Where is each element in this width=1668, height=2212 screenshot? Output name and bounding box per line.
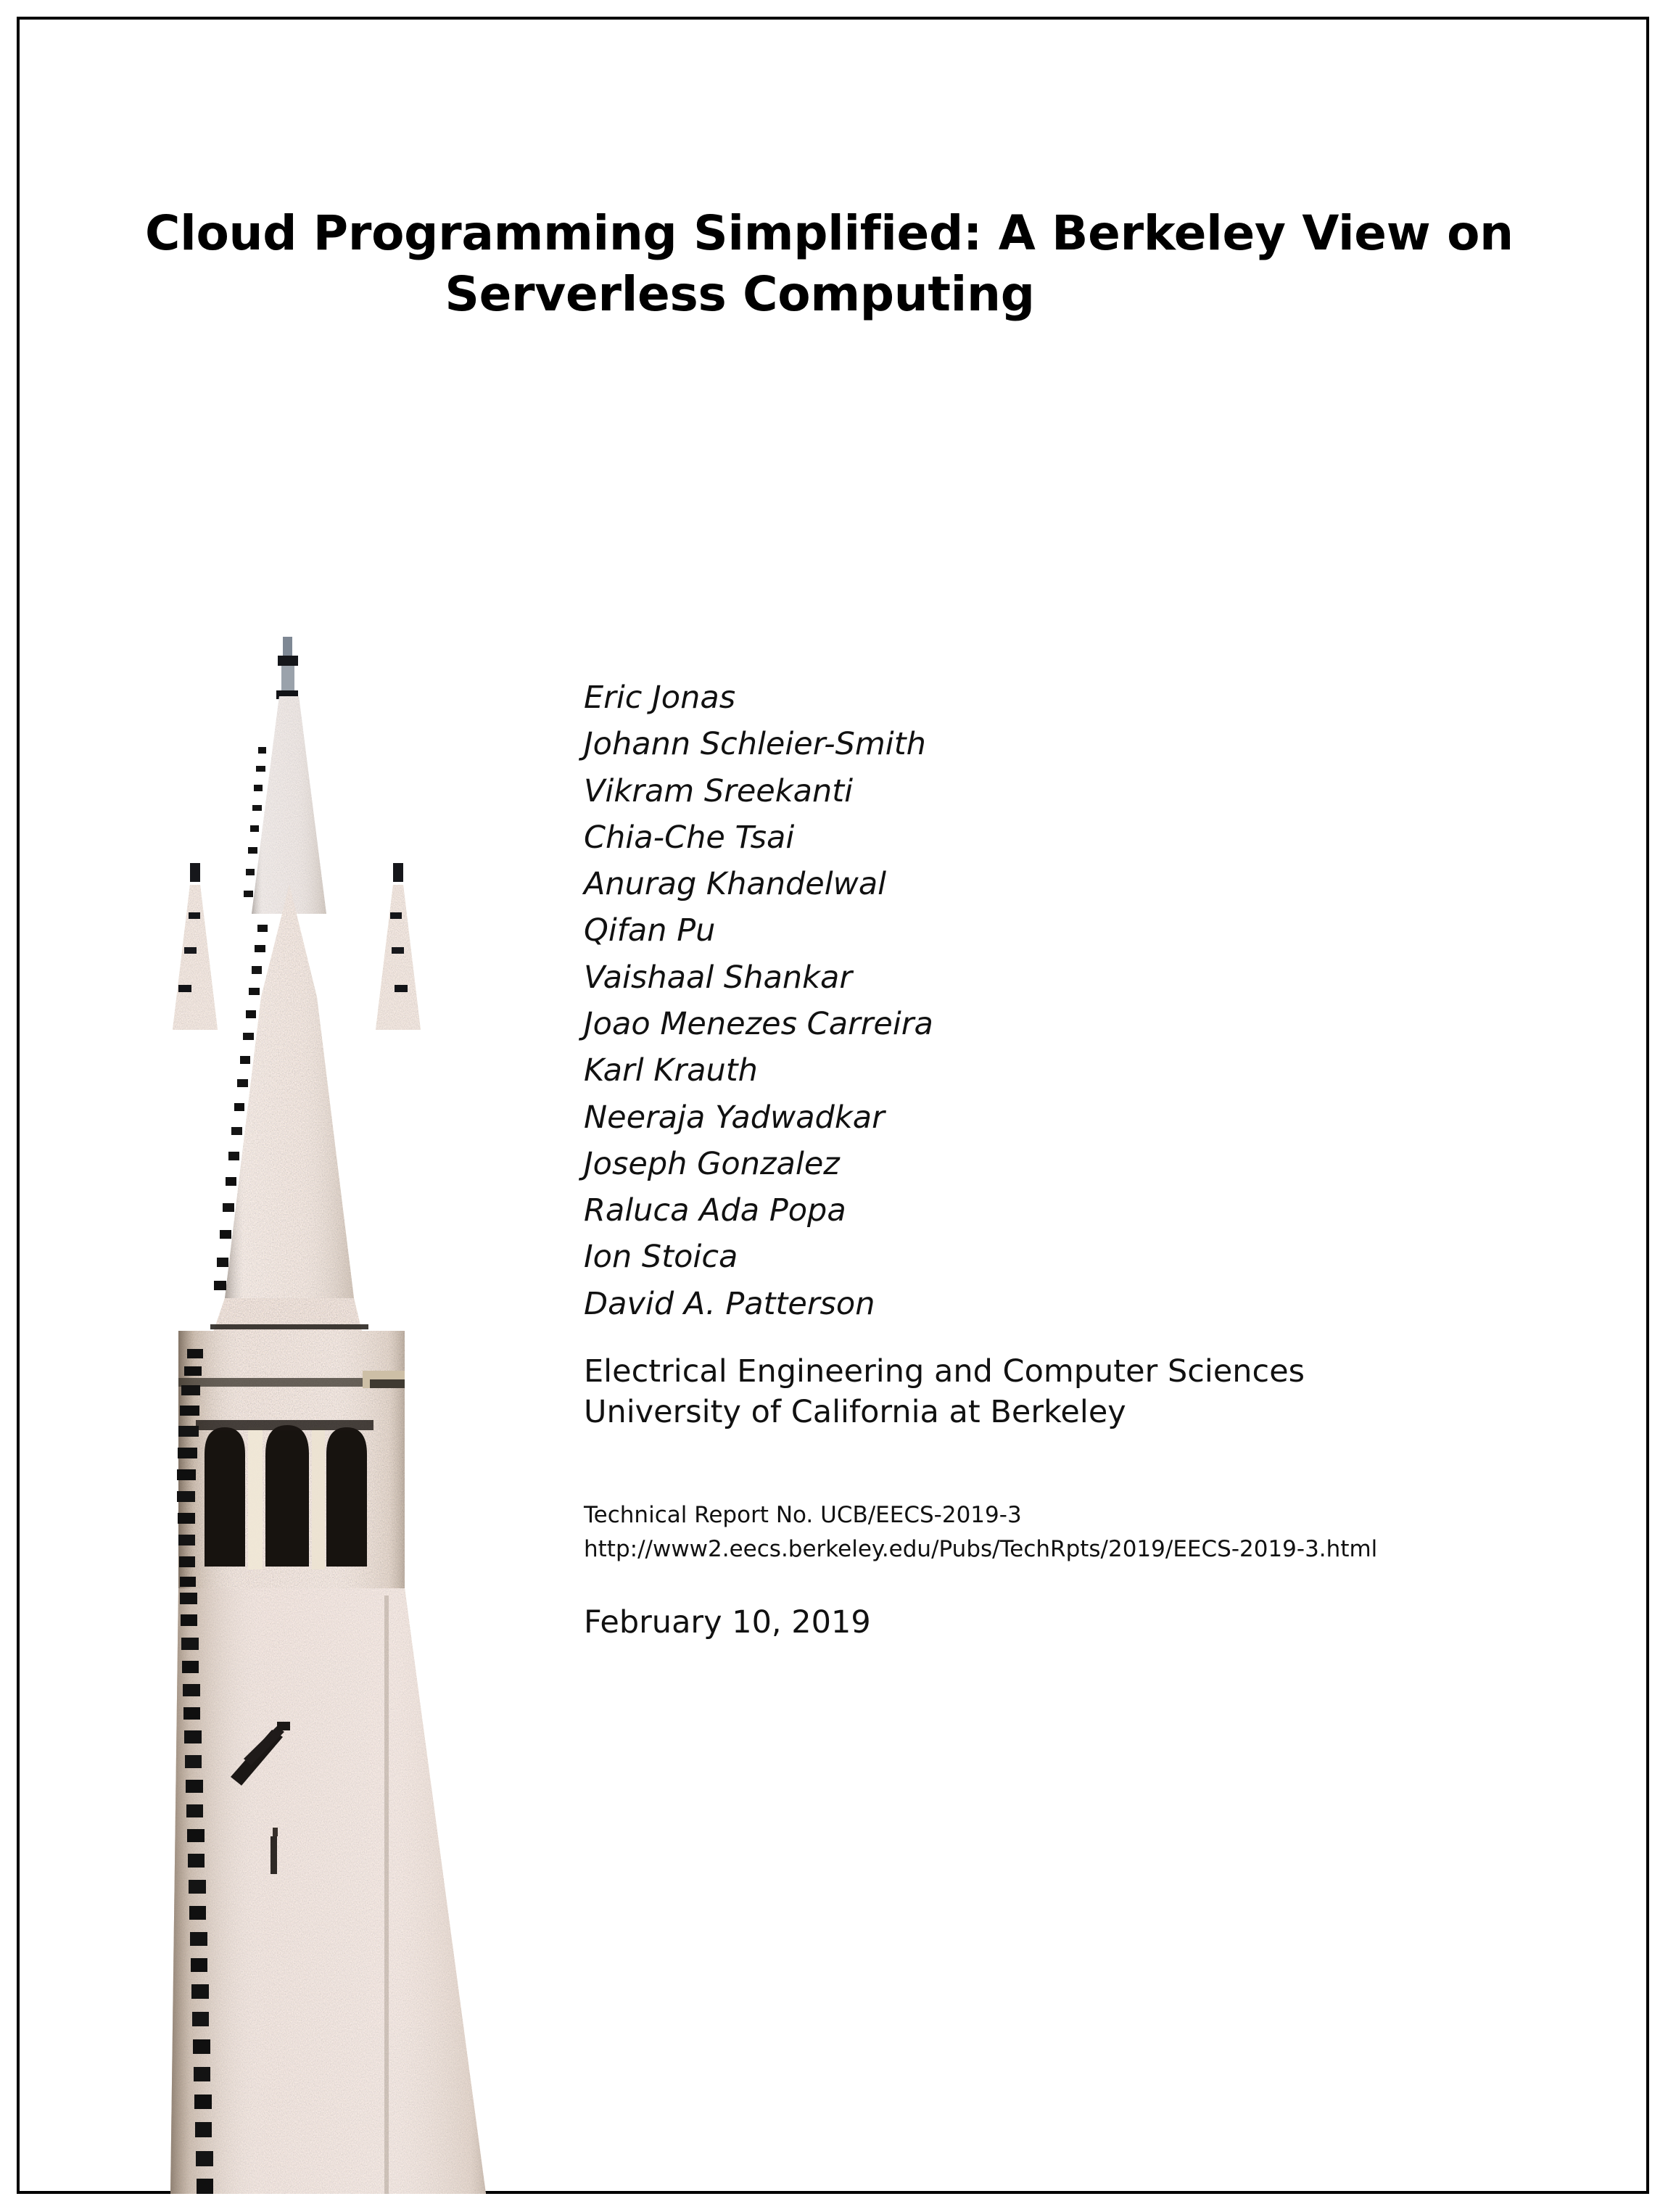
title-line-1: Cloud Programming Simplified: A Berkeley View on — [145, 205, 1514, 261]
author-name: Chia-Che Tsai — [584, 819, 795, 856]
author-name: Raluca Ada Popa — [584, 1192, 846, 1229]
title-line-2: Serverless Computing — [445, 266, 1035, 323]
affiliation-department: Electrical Engineering and Computer Sciences — [584, 1353, 1305, 1390]
tower-belfry-openings — [205, 1425, 367, 1567]
cover-text-column — [584, 674, 1556, 1642]
tower-spire-cone — [218, 881, 363, 1305]
tower-shaft — [167, 1585, 493, 2194]
affiliation-university: University of California at Berkeley — [584, 1393, 1126, 1430]
author-name: Vaishaal Shankar — [584, 959, 853, 996]
author-name: Qifan Pu — [584, 912, 716, 949]
author-name: Karl Krauth — [584, 1052, 758, 1089]
author-list — [584, 674, 1556, 1327]
report-number: Technical Report No. UCB/EECS-2019-3 — [584, 1501, 1022, 1528]
publication-date: February 10, 2019 — [584, 1604, 871, 1641]
author-name: Johann Schleier-Smith — [584, 726, 926, 763]
page-title — [145, 203, 1514, 326]
tower-belfry — [178, 1331, 408, 1592]
tower-cornice-line — [210, 1324, 368, 1329]
author-name: Eric Jonas — [584, 680, 736, 716]
author-name: Joao Menezes Carreira — [584, 1005, 933, 1042]
tower-left-pinnacle — [167, 863, 225, 1037]
report-url[interactable]: http://www2.eecs.berkeley.edu/Pubs/TechRpts/2019/EECS-2019-3.html — [584, 1535, 1378, 1562]
affiliation-block — [584, 1352, 1556, 1433]
campanile-tower-illustration — [109, 624, 544, 2194]
author-name: David A. Patterson — [584, 1285, 875, 1322]
author-name: Vikram Sreekanti — [584, 772, 854, 809]
report-metadata-block — [584, 1498, 1556, 1567]
author-name: Ion Stoica — [584, 1239, 738, 1276]
author-name: Neeraja Yadwadkar — [584, 1099, 885, 1136]
author-name: Joseph Gonzalez — [584, 1145, 840, 1182]
author-name: Anurag Khandelwal — [584, 866, 887, 903]
tower-right-pinnacle — [370, 863, 428, 1037]
